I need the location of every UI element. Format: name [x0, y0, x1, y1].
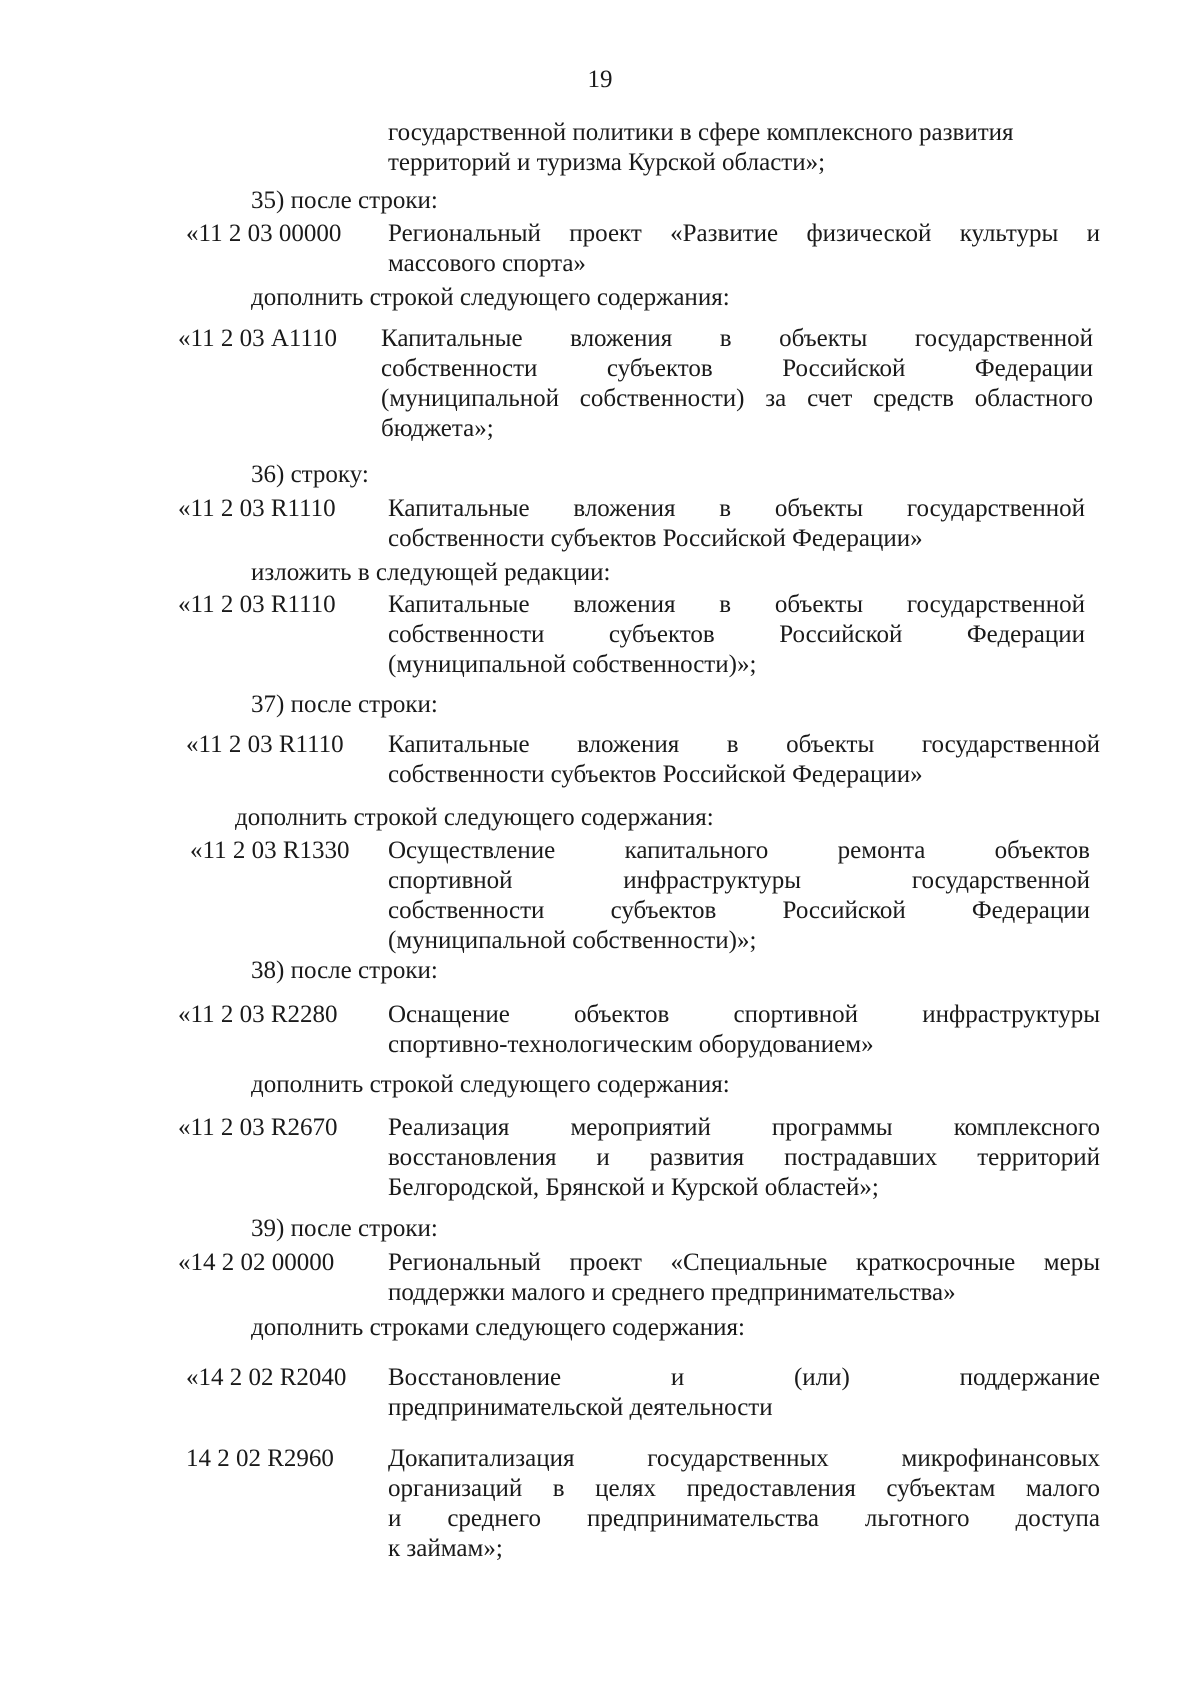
description-line: (муниципальной собственности)»; — [388, 927, 757, 954]
budget-description — [388, 494, 1085, 554]
item-heading: 37) после строки: — [251, 691, 438, 718]
description-line: и среднего предпринимательства льготного доступа — [388, 1505, 1100, 1532]
budget-code: «11 2 03 R1110 — [178, 495, 336, 522]
description-line: Региональный проект «Специальные краткосрочные меры — [388, 1249, 1100, 1276]
item-action: дополнить строками следующего содержания: — [251, 1314, 745, 1341]
budget-code: «11 2 03 R1110 — [186, 731, 344, 758]
description-line: массового спорта» — [388, 250, 586, 277]
item-heading: 35) после строки: — [251, 187, 438, 214]
item-action: дополнить строкой следующего содержания: — [235, 804, 714, 831]
description-line: Региональный проект «Развитие физической культуры и — [388, 220, 1100, 247]
budget-description — [388, 1113, 1100, 1203]
item-action: дополнить строкой следующего содержания: — [251, 284, 730, 311]
description-line: спортивно-технологическим оборудованием» — [388, 1031, 874, 1058]
description-line: поддержки малого и среднего предпринимательства» — [388, 1279, 956, 1306]
budget-code: «11 2 03 А1110 — [178, 325, 338, 352]
budget-code: «14 2 02 R2040 — [186, 1364, 347, 1391]
item-heading: 39) после строки: — [251, 1215, 438, 1242]
budget-code: «11 2 03 R2670 — [178, 1114, 338, 1141]
description-line: собственности субъектов Российской Федерации» — [388, 525, 923, 552]
budget-code: «11 2 03 R1330 — [190, 837, 350, 864]
description-line: Докапитализация государственных микрофинансовых — [388, 1445, 1100, 1472]
description-line: Белгородской, Брянской и Курской областей»; — [388, 1174, 879, 1201]
budget-code: «11 2 03 R2280 — [178, 1001, 338, 1028]
description-line: собственности субъектов Российской Федерации» — [388, 761, 923, 788]
item-heading: 36) строку: — [251, 461, 369, 488]
description-line: Капитальные вложения в объекты государственной — [388, 591, 1085, 618]
budget-description — [388, 1248, 1100, 1308]
intro-line: территорий и туризма Курской области»; — [388, 149, 826, 176]
description-line: организаций в целях предоставления субъектам малого — [388, 1475, 1100, 1502]
budget-code: «14 2 02 00000 — [178, 1249, 335, 1276]
item-action: дополнить строкой следующего содержания: — [251, 1071, 730, 1098]
budget-description — [388, 219, 1100, 279]
description-line: предпринимательской деятельности — [388, 1394, 773, 1421]
item-heading: 38) после строки: — [251, 957, 438, 984]
intro-line: государственной политики в сфере комплексного развития — [388, 119, 1014, 146]
description-line: Реализация мероприятий программы комплексного — [388, 1114, 1100, 1141]
description-line: к займам»; — [388, 1535, 503, 1562]
description-line: Осуществление капитального ремонта объектов — [388, 837, 1090, 864]
description-line: собственности субъектов Российской Федерации — [381, 355, 1093, 382]
description-line: Восстановление и (или) поддержание — [388, 1364, 1100, 1391]
description-line: (муниципальной собственности)»; — [388, 651, 757, 678]
budget-description — [388, 1363, 1100, 1423]
budget-description — [388, 1444, 1100, 1564]
budget-code: «11 2 03 R1110 — [178, 591, 336, 618]
budget-description — [381, 324, 1093, 444]
page-number: 19 — [587, 66, 613, 93]
description-line: восстановления и развития пострадавших территорий — [388, 1144, 1100, 1171]
description-line: собственности субъектов Российской Федерации — [388, 621, 1085, 648]
description-line: спортивной инфраструктуры государственной — [388, 867, 1090, 894]
budget-code: «11 2 03 00000 — [186, 220, 342, 247]
description-line: бюджета»; — [381, 415, 494, 442]
description-line: Капитальные вложения в объекты государственной — [388, 731, 1100, 758]
item-action: изложить в следующей редакции: — [251, 559, 611, 586]
description-line: Капитальные вложения в объекты государственной — [381, 325, 1093, 352]
description-line: собственности субъектов Российской Федерации — [388, 897, 1090, 924]
budget-description — [388, 730, 1100, 790]
budget-description — [388, 1000, 1100, 1060]
description-line: (муниципальной собственности) за счет средств областного — [381, 385, 1093, 412]
budget-description — [388, 590, 1085, 680]
budget-description — [388, 836, 1090, 956]
budget-code: 14 2 02 R2960 — [186, 1445, 334, 1472]
description-line: Оснащение объектов спортивной инфраструктуры — [388, 1001, 1100, 1028]
description-line: Капитальные вложения в объекты государственной — [388, 495, 1085, 522]
